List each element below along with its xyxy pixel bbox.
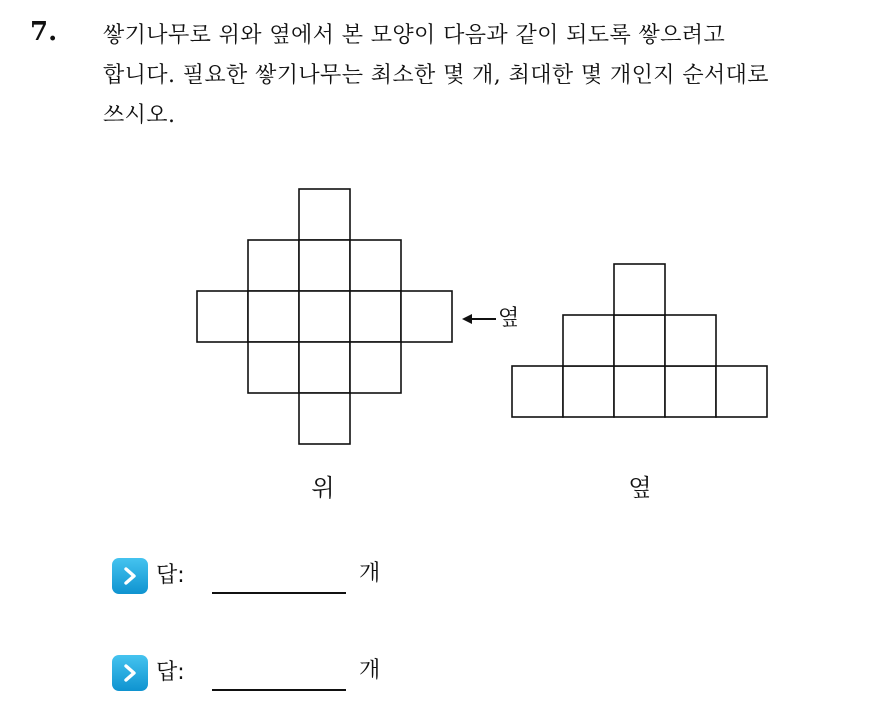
top-view-cell [299,291,350,342]
top-view-cell [350,342,401,393]
top-view-grid [197,189,452,444]
top-view-cell [299,189,350,240]
chevron-right-icon [120,663,140,683]
answer-unit: 개 [359,658,381,683]
top-view-cell [299,240,350,291]
side-view-cube [563,366,614,417]
top-view-cell [248,342,299,393]
side-view-stack [512,264,767,417]
top-view-cell [197,291,248,342]
answer-badge [112,655,148,691]
answer-label: 답: [156,563,185,588]
side-view-cube [665,315,716,366]
side-direction-indicator [462,302,519,336]
question-text [103,16,873,136]
side-view-cube [563,315,614,366]
top-view-cell [401,291,452,342]
answer-unit: 개 [359,561,381,586]
answer-row-max [112,655,512,699]
side-view-cube [512,366,563,417]
top-view-cell [350,240,401,291]
left-arrow-icon [462,312,496,326]
side-view-cube [665,366,716,417]
side-view-cube [716,366,767,417]
question-line-1: 쌓기나무로 위와 옆에서 본 모양이 다음과 같이 되도록 쌓으려고 [103,23,726,48]
answer-badge [112,558,148,594]
answer-input-min[interactable] [212,592,346,594]
side-view-cube [614,315,665,366]
question-line-3: 쓰시오. [103,103,176,128]
top-view-cell [350,291,401,342]
answer-label: 답: [156,660,185,685]
side-view-cube [614,264,665,315]
question-line-2: 합니다. 필요한 쌓기나무는 최소한 몇 개, 최대한 몇 개인지 순서대로 [103,63,769,88]
top-view-cell [299,342,350,393]
top-view-cell [248,240,299,291]
top-view-caption: 위 [311,474,335,502]
chevron-right-icon [120,566,140,586]
side-direction-label: 옆 [498,306,520,331]
top-view-cell [248,291,299,342]
side-view-caption: 옆 [628,474,652,502]
top-view-cell [299,393,350,444]
side-view-cube [614,366,665,417]
answer-input-max[interactable] [212,689,346,691]
question-number: 7. [30,17,58,47]
answer-row-min [112,558,512,602]
